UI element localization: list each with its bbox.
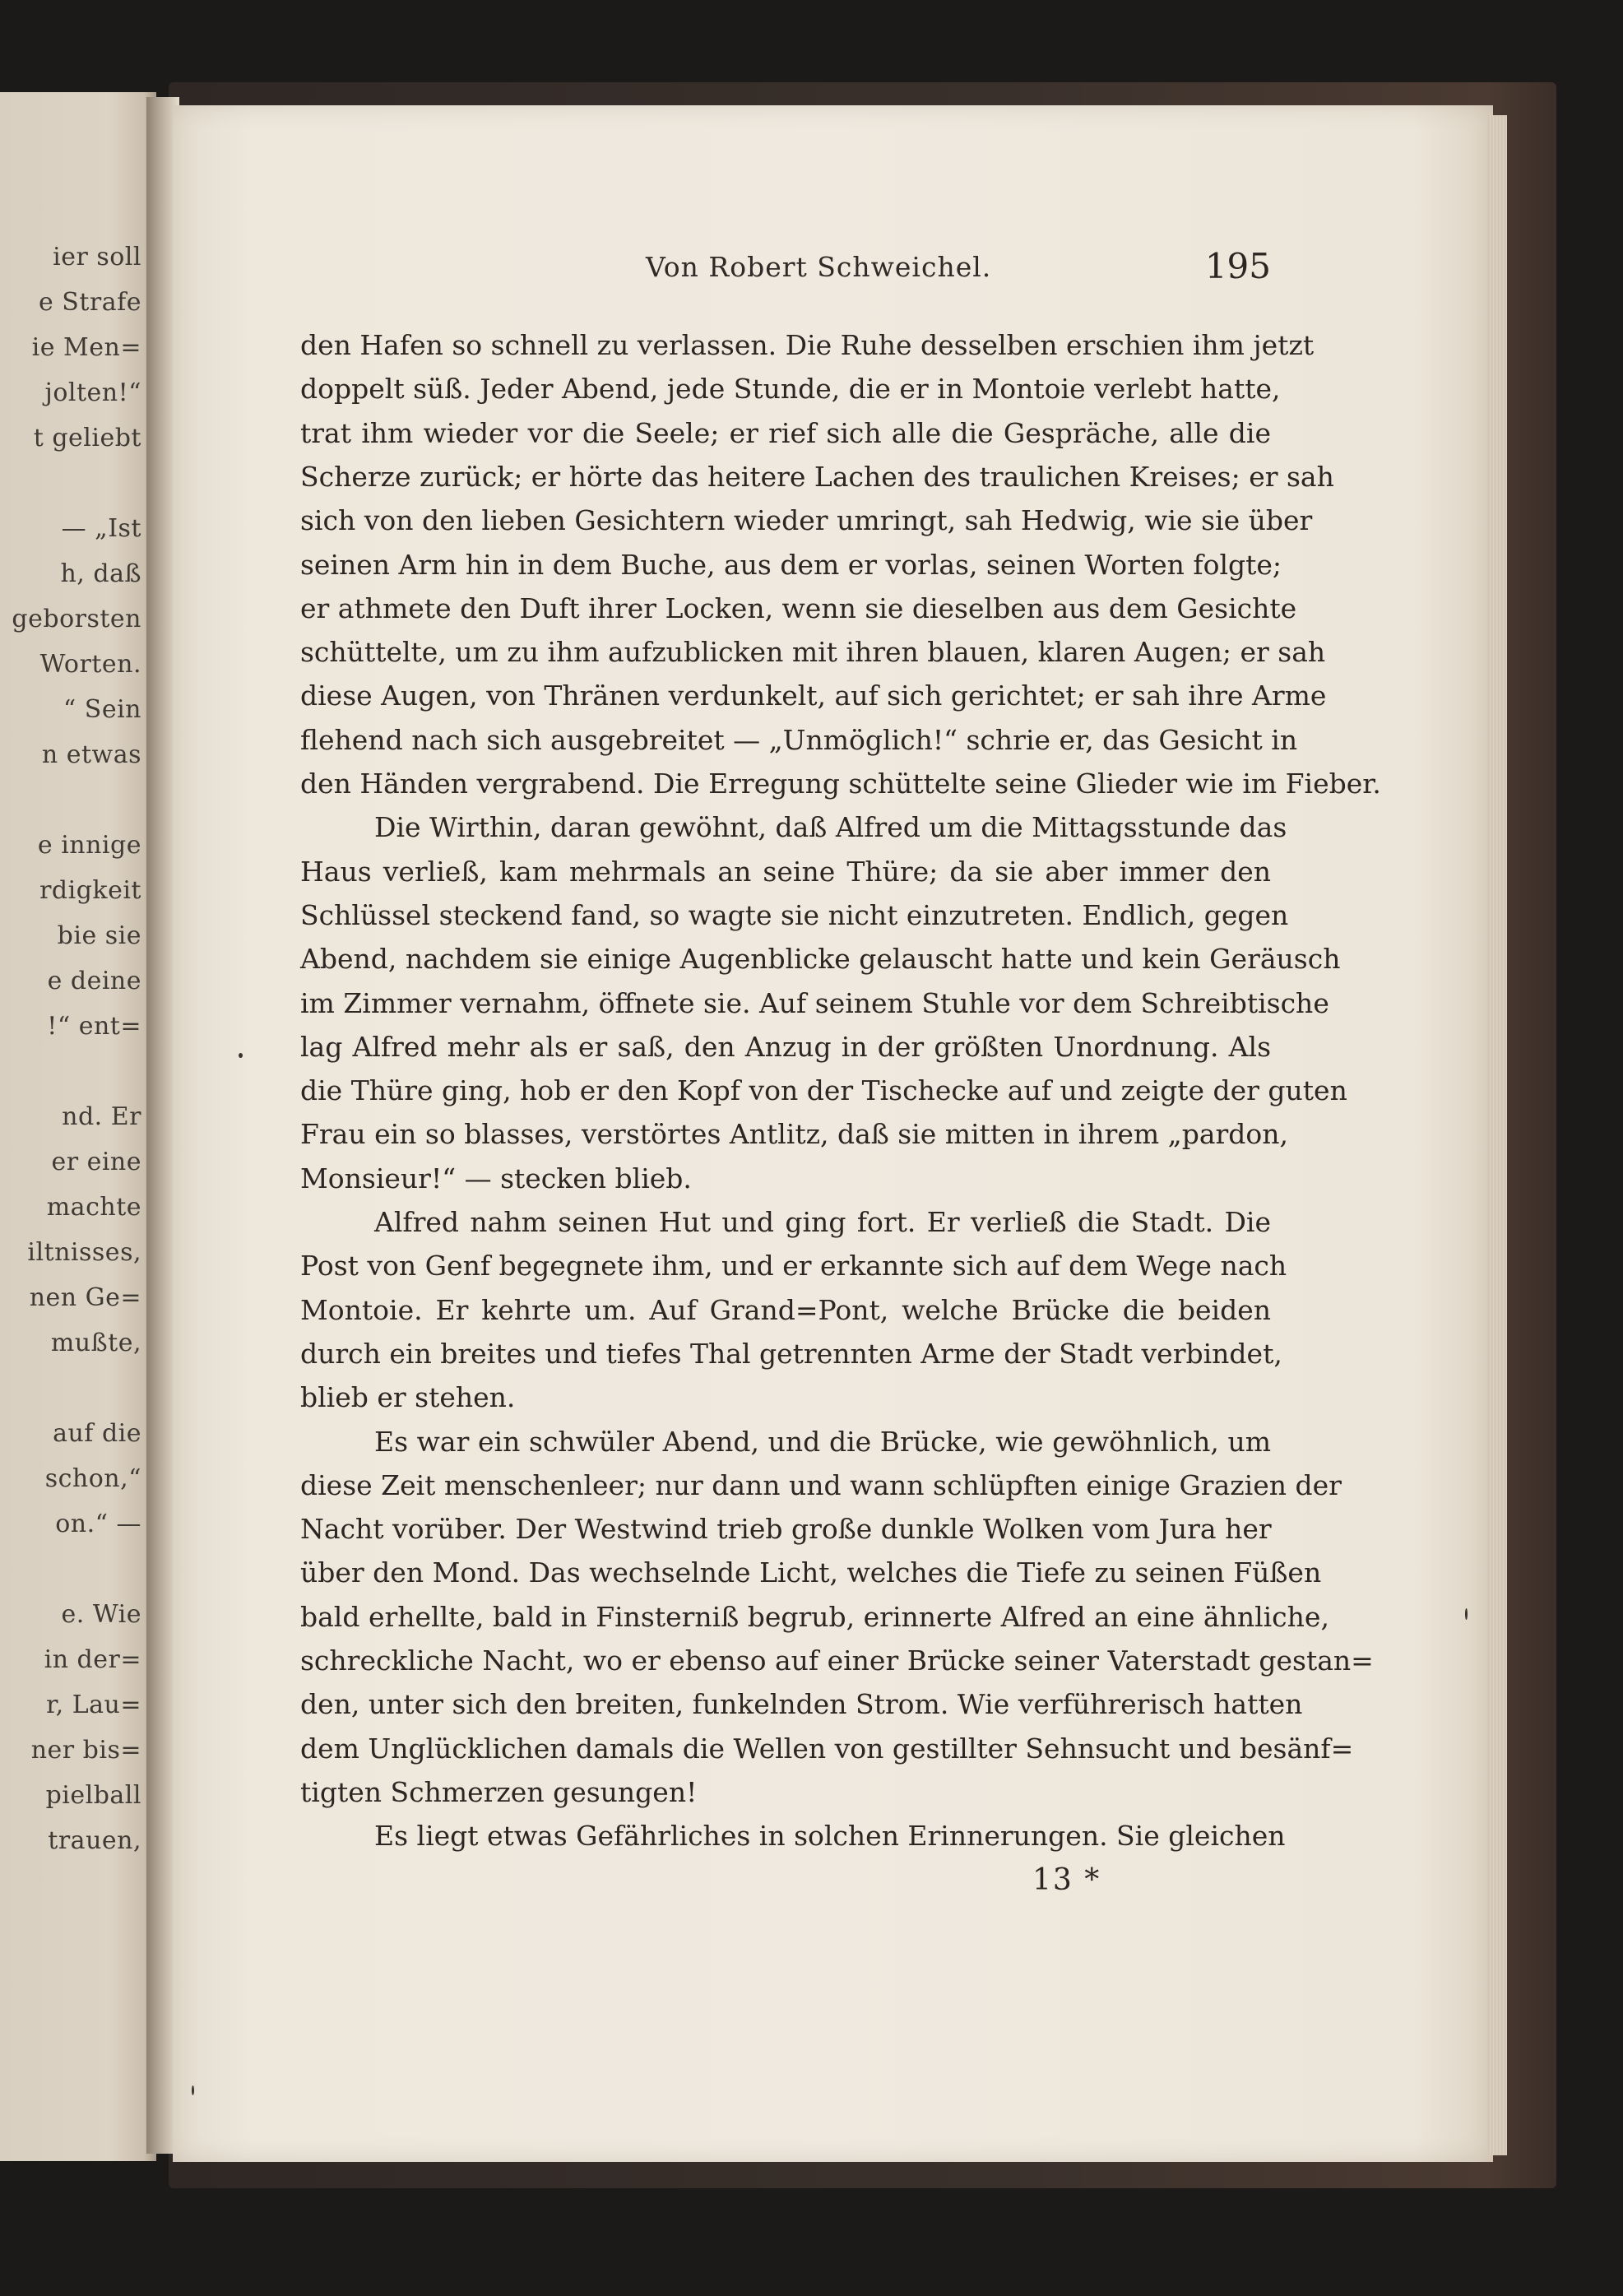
- text-line: trat ihm wieder vor die Seele; er rief sich alle die Gespräche, alle die: [300, 416, 1271, 449]
- left-page-fragment: “ Sein: [63, 695, 141, 724]
- left-page-fragment: ier soll: [53, 243, 141, 271]
- text-line: Montoie. Er kehrte um. Auf Grand=Pont, welche Brücke die beiden: [300, 1293, 1271, 1326]
- left-page-fragment: jolten!“: [44, 378, 141, 407]
- left-page-fragment: — „Ist: [61, 514, 141, 543]
- left-page-fragment: schon,“: [44, 1464, 141, 1493]
- text-line: bald erhellte, bald in Finsterniß begrub, erinnerte Alfred an eine ähnliche,: [300, 1600, 1329, 1633]
- signature-mark: 13 *: [1032, 1863, 1101, 1897]
- text-line: doppelt süß. Jeder Abend, jede Stunde, die er in Montoie verlebt hatte,: [300, 373, 1281, 406]
- page-header: [300, 246, 1271, 294]
- left-page-fragment: pielball: [45, 1781, 141, 1810]
- text-line: Monsieur!“ — stecken blieb.: [300, 1162, 692, 1194]
- left-page-fragment: n etwas: [41, 740, 141, 769]
- left-page-fragment: bie sie: [57, 921, 141, 950]
- text-line: blieb er stehen.: [300, 1381, 516, 1414]
- paper-speck: [192, 2085, 194, 2095]
- left-page-fragment: nd. Er: [62, 1102, 141, 1131]
- left-page-fragment: er eine: [51, 1148, 141, 1176]
- left-page-fragment: nen Ge=: [29, 1283, 141, 1312]
- left-page-fragment: on.“ —: [55, 1510, 141, 1538]
- text-line: seinen Arm hin in dem Buche, aus dem er vorlas, seinen Worten folgte;: [300, 548, 1282, 581]
- text-line: Es war ein schwüler Abend, und die Brücke, wie gewöhnlich, um: [374, 1425, 1271, 1458]
- paper-speck: [239, 1053, 243, 1058]
- text-line: Frau ein so blasses, verstörtes Antlitz, daß sie mitten in ihrem „pardon,: [300, 1118, 1289, 1151]
- text-line: er athmete den Duft ihrer Locken, wenn sie dieselben aus dem Gesichte: [300, 591, 1297, 624]
- left-page-fragment: mußte,: [50, 1329, 141, 1357]
- text-line: die Thüre ging, hob er den Kopf von der Tischecke auf und zeigte der guten: [300, 1074, 1347, 1107]
- text-line: Haus verließ, kam mehrmals an seine Thüre; da sie aber immer den: [300, 855, 1271, 888]
- text-line: Nacht vorüber. Der Westwind trieb große dunkle Wolken vom Jura her: [300, 1513, 1272, 1546]
- text-line: flehend nach sich ausgebreitet — „Unmöglich!“ schrie er, das Gesicht in: [300, 723, 1298, 756]
- left-page-fragment: rdigkeit: [39, 876, 141, 905]
- text-line: den, unter sich den breiten, funkelnden Strom. Wie verführerisch hatten: [300, 1688, 1303, 1721]
- text-line: Die Wirthin, daran gewöhnt, daß Alfred um die Mittagsstunde das: [374, 811, 1287, 844]
- text-line: Es liegt etwas Gefährliches in solchen Erinnerungen. Sie gleichen: [374, 1820, 1286, 1853]
- left-page-fragment: h, daß: [60, 559, 141, 588]
- running-head: Von Robert Schweichel.: [646, 251, 992, 283]
- text-line: Post von Genf begegnete ihm, und er erkannte sich auf dem Wege nach: [300, 1250, 1287, 1283]
- left-page-fragment: !“ ent=: [47, 1012, 141, 1041]
- left-page-fragment: e deine: [47, 967, 141, 995]
- left-page-fragment: trauen,: [48, 1826, 141, 1855]
- text-line: Schlüssel steckend fand, so wagte sie nicht einzutreten. Endlich, gegen: [300, 898, 1289, 931]
- text-line: den Händen vergrabend. Die Erregung schüttelte seine Glieder wie im Fieber.: [300, 768, 1381, 800]
- text-line: schreckliche Nacht, wo er ebenso auf einer Brücke seiner Vaterstadt gestan=: [300, 1644, 1374, 1677]
- page-number: 195: [1204, 246, 1271, 286]
- left-page: [0, 92, 156, 2161]
- text-line: Scherze zurück; er hörte das heitere Lachen des traulichen Kreises; er sah: [300, 460, 1334, 493]
- text-line: den Hafen so schnell zu verlassen. Die Ruhe desselben erschien ihm jetzt: [300, 329, 1315, 361]
- left-page-fragment: in der=: [44, 1645, 141, 1674]
- left-page-fragment: auf die: [53, 1419, 141, 1448]
- text-line: tigten Schmerzen gesungen!: [300, 1775, 698, 1808]
- text-line: durch ein breites und tiefes Thal getrennten Arme der Stadt verbindet,: [300, 1337, 1282, 1370]
- text-line: diese Augen, von Thränen verdunkelt, auf sich gerichtet; er sah ihre Arme: [300, 680, 1327, 712]
- text-line: sich von den lieben Gesichtern wieder umringt, sah Hedwig, wie sie über: [300, 504, 1313, 537]
- left-page-fragment: t geliebt: [33, 424, 141, 452]
- text-line: dem Unglücklichen damals die Wellen von gestillter Sehnsucht und besänf=: [300, 1732, 1354, 1765]
- text-line: lag Alfred mehr als er saß, den Anzug in der größten Unordnung. Als: [300, 1030, 1271, 1063]
- left-page-fragment: ner bis=: [30, 1736, 141, 1765]
- paper-speck: [1465, 1608, 1468, 1620]
- left-page-fragment: e Strafe: [39, 288, 141, 317]
- left-page-fragment: e. Wie: [61, 1600, 141, 1629]
- left-page-fragment: Worten.: [39, 650, 141, 679]
- left-page-fragment: ie Men=: [31, 333, 141, 362]
- text-line: im Zimmer vernahm, öffnete sie. Auf seinem Stuhle vor dem Schreibtische: [300, 986, 1329, 1019]
- page-edges: [1487, 115, 1507, 2155]
- left-page-fragment: geborsten: [12, 605, 141, 633]
- text-line: Alfred nahm seinen Hut und ging fort. Er verließ die Stadt. Die: [374, 1206, 1271, 1238]
- text-line: schüttelte, um zu ihm aufzublicken mit ihren blauen, klaren Augen; er sah: [300, 636, 1326, 669]
- left-page-fragment: e innige: [37, 831, 141, 860]
- left-page-fragment: r, Lau=: [46, 1691, 141, 1719]
- left-page-fragment: iltnisses,: [27, 1238, 141, 1267]
- text-line: über den Mond. Das wechselnde Licht, welches die Tiefe zu seinen Füßen: [300, 1556, 1322, 1589]
- text-line: Abend, nachdem sie einige Augenblicke gelauscht hatte und kein Geräusch: [300, 943, 1341, 976]
- text-line: diese Zeit menschenleer; nur dann und wann schlüpften einige Grazien der: [300, 1468, 1342, 1501]
- left-page-fragment: machte: [46, 1193, 141, 1222]
